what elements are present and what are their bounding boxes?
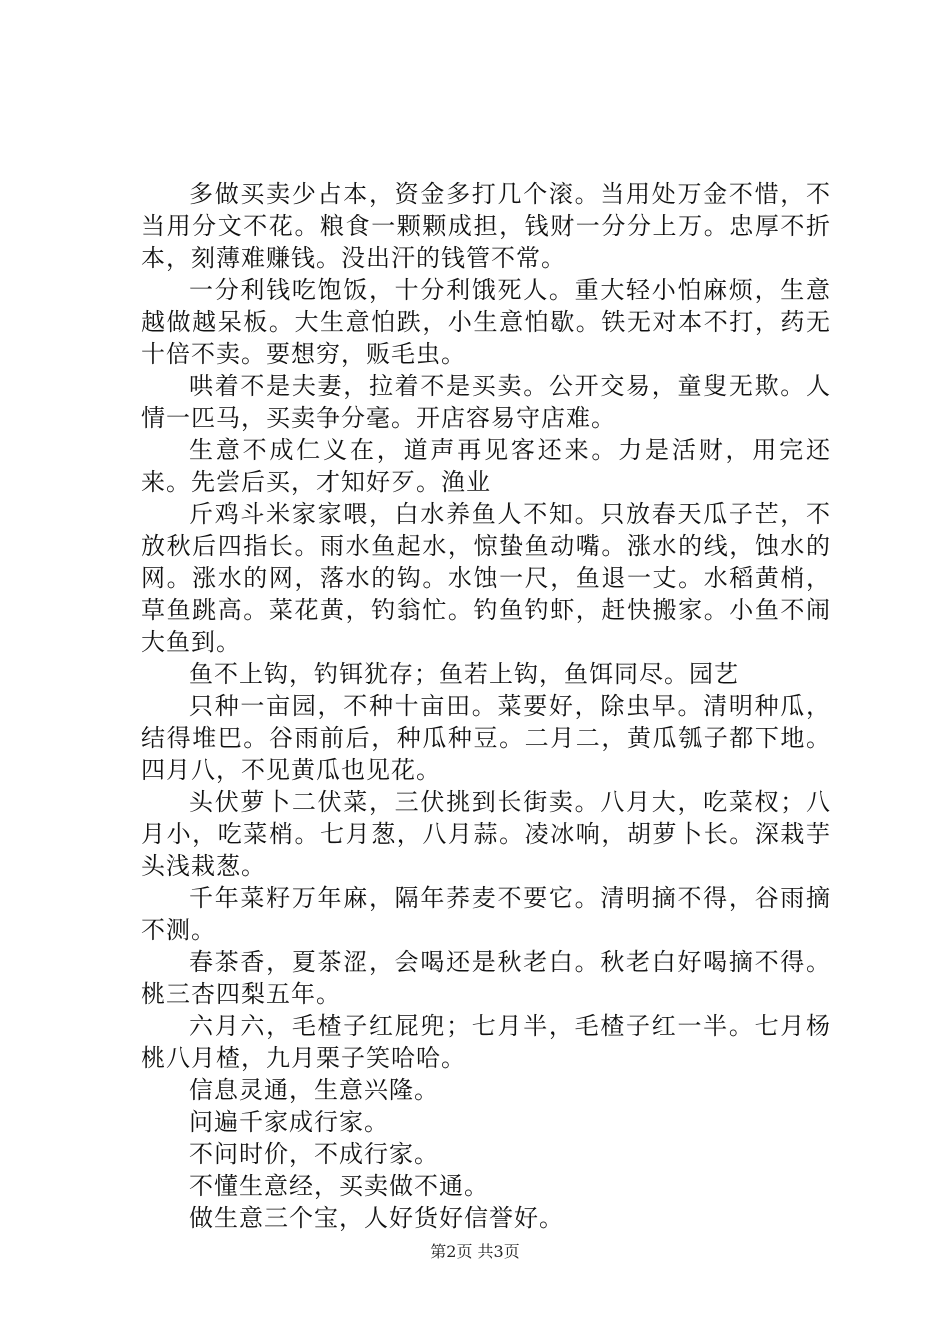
paragraph-12: 信息灵通，生意兴隆。 [189,1076,439,1104]
paragraph-3: 哄着不是夫妻，拉着不是买卖。公开交易，童叟无欺。人情一匹马，买卖争分毫。开店容易守店难。 [141,372,831,432]
paragraph-16: 做生意三个宝，人好货好信誉好。 [189,1204,564,1232]
paragraph-7: 只种一亩园，不种十亩田。菜要好，除虫早。清明种瓜，结得堆巴。谷雨前后，种瓜种豆。二月二，黄瓜瓠子都下地。四月八，不见黄瓜也见花。 [141,692,831,784]
paragraph-13: 问遍千家成行家。 [189,1108,389,1136]
document-body [141,178,831,1234]
paragraph-14: 不问时价，不成行家。 [189,1140,439,1168]
paragraph-6: 鱼不上钩，钓铒犹存；鱼若上钩，鱼饵同尽。园艺 [189,660,739,688]
paragraph-5: 斤鸡斗米家家喂，白水养鱼人不知。只放春天瓜子芒，不放秋后四指长。雨水鱼起水，惊蛰鱼动嘴。涨水的线，蚀水的网。涨水的网，落水的钩。水蚀一尺，鱼退一丈。水稻黄梢，草鱼跳高。菜花黄，钓翁忙。钓鱼钓虾，赶快搬家。小鱼不闹大鱼到。 [141,500,831,656]
paragraph-2: 一分利钱吃饱饭，十分利饿死人。重大轻小怕麻烦，生意越做越呆板。大生意怕跌，小生意怕歇。铁无对本不打，药无十倍不卖。要想穷，贩毛虫。 [141,276,831,368]
paragraph-1: 多做买卖少占本，资金多打几个滚。当用处万金不惜，不当用分文不花。粮食一颗颗成担，钱财一分分上万。忠厚不折本，刻薄难赚钱。没出汗的钱管不常。 [141,180,831,272]
paragraph-15: 不懂生意经，买卖做不通。 [189,1172,489,1200]
paragraph-9: 千年菜籽万年麻，隔年荞麦不要它。清明摘不得，谷雨摘不测。 [141,884,831,944]
paragraph-11: 六月六，毛楂子红屁兜；七月半，毛楂子红一半。七月杨桃八月楂，九月栗子笑哈哈。 [141,1012,831,1072]
paragraph-8: 头伏萝卜二伏菜，三伏挑到长街卖。八月大，吃菜杈；八月小，吃菜梢。七月葱，八月蒜。凌冰响，胡萝卜长。深栽芋头浅栽葱。 [141,788,831,880]
page-number-footer: 第2页 共3页 [430,1242,520,1261]
paragraph-4: 生意不成仁义在，道声再见客还来。力是活财，用完还来。先尝后买，才知好歹。渔业 [141,436,831,496]
paragraph-10: 春茶香，夏茶涩，会喝还是秋老白。秋老白好喝摘不得。桃三杏四梨五年。 [141,948,831,1008]
